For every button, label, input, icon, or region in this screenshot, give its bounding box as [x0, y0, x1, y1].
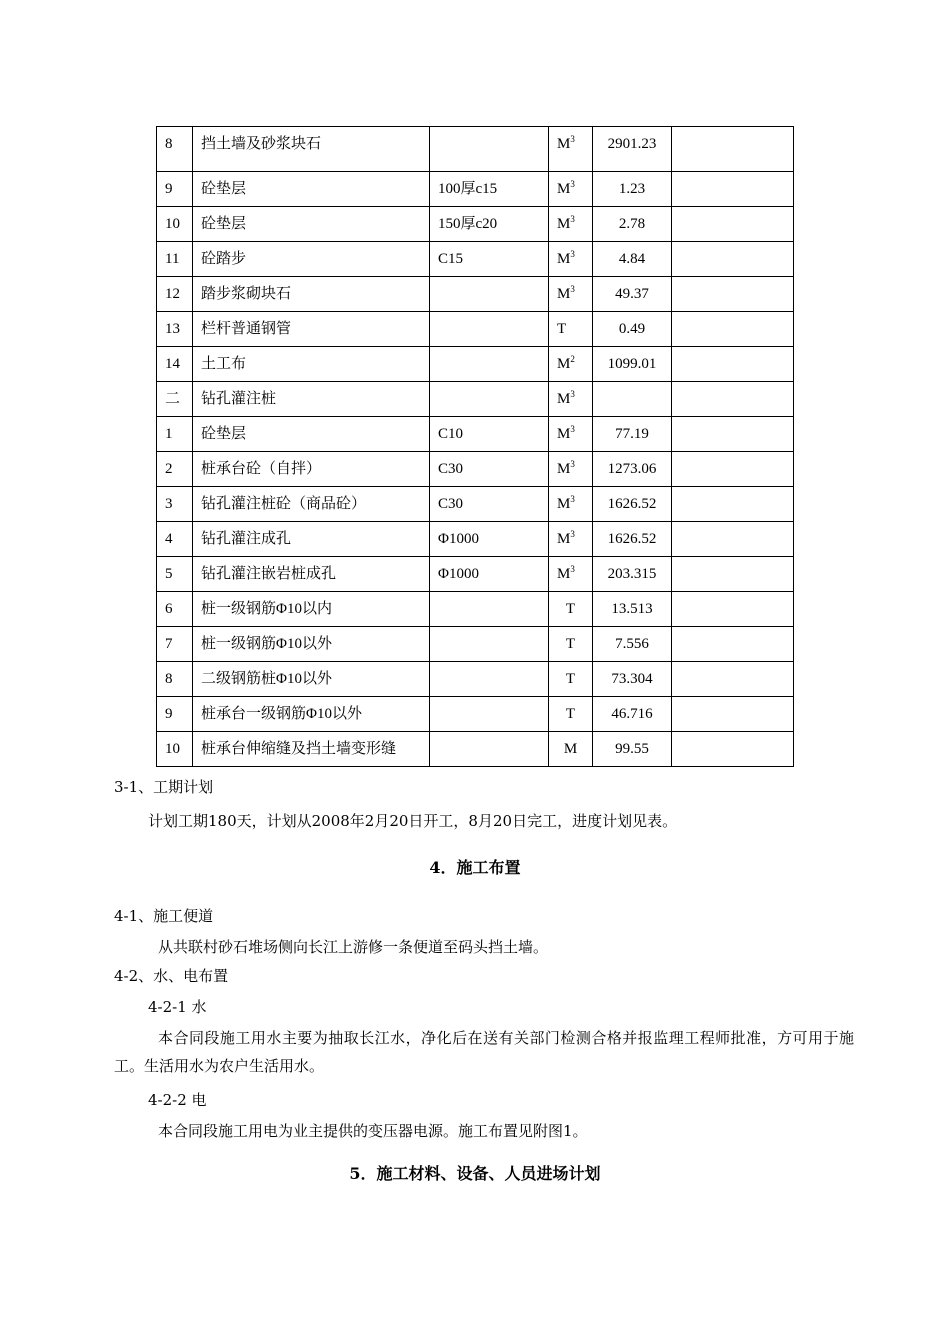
item-remark-cell — [672, 207, 794, 242]
item-unit: M — [557, 461, 571, 477]
section-4-1-title: 4-1、施工便道 — [114, 907, 214, 925]
item-quantity: 46.716 — [611, 706, 653, 722]
item-name: 桩一级钢筋Φ10以外 — [201, 636, 332, 652]
quantity-table — [156, 126, 794, 767]
row-number: 5 — [165, 566, 173, 582]
table-row — [157, 627, 794, 662]
unit-exponent: 3 — [570, 284, 575, 294]
section-4-2-2-text: 本合同段施工用电为业主提供的变压器电源。施工布置见附图1。 — [158, 1122, 588, 1140]
item-name-cell — [193, 207, 430, 242]
item-name: 挡土墙及砂浆块石 — [201, 136, 322, 152]
item-unit: M — [557, 251, 571, 267]
item-remark-cell — [672, 487, 794, 522]
item-quantity: 7.556 — [615, 636, 649, 652]
item-spec: Φ1000 — [438, 566, 479, 582]
row-number: 10 — [165, 741, 180, 757]
item-spec: C30 — [438, 461, 464, 477]
item-unit-cell — [549, 662, 593, 697]
item-spec: 100厚c15 — [438, 181, 498, 197]
item-spec-cell — [430, 127, 549, 172]
row-number-cell — [157, 487, 193, 522]
row-number: 9 — [165, 706, 173, 722]
item-unit: M — [557, 496, 571, 512]
item-unit: M — [557, 356, 571, 372]
heading-5: 5．施工材料、设备、人员进场计划 — [349, 1164, 601, 1183]
table-row — [157, 452, 794, 487]
item-quantity-cell — [593, 382, 672, 417]
table-row — [157, 347, 794, 382]
item-spec-cell — [430, 452, 549, 487]
item-quantity-cell — [593, 127, 672, 172]
item-unit-cell — [549, 557, 593, 592]
item-name: 桩一级钢筋Φ10以内 — [201, 601, 332, 617]
item-unit: M — [563, 741, 578, 757]
section-4-2-1-text: 本合同段施工用水主要为抽取长江水，净化后在送有关部门检测合格并报监理工程师批准，方可用于施工。生活用水为农户生活用水。 — [114, 1029, 854, 1075]
row-number: 3 — [165, 496, 173, 512]
heading-4: 4．施工布置 — [429, 858, 521, 877]
row-number: 8 — [165, 671, 173, 687]
table-row — [157, 732, 794, 767]
item-name-cell — [193, 127, 430, 172]
item-spec-cell — [430, 697, 549, 732]
item-quantity-cell — [593, 277, 672, 312]
section-3-1-text: 计划工期180天，计划从2008年2月20日开工，8月20日完工，进度计划见表。 — [148, 812, 678, 830]
item-quantity: 1626.52 — [607, 496, 657, 512]
item-unit: M — [557, 391, 571, 407]
table-row — [157, 242, 794, 277]
row-number-cell — [157, 557, 193, 592]
item-unit-cell — [549, 487, 593, 522]
item-quantity: 1099.01 — [607, 356, 657, 372]
row-number-cell — [157, 662, 193, 697]
item-unit-cell — [549, 347, 593, 382]
item-name: 钻孔灌注嵌岩桩成孔 — [201, 566, 337, 582]
item-quantity: 1273.06 — [607, 461, 657, 477]
item-spec-cell — [430, 592, 549, 627]
item-name-cell — [193, 382, 430, 417]
item-name-cell — [193, 662, 430, 697]
unit-exponent: 3 — [570, 214, 575, 224]
item-spec-cell — [430, 627, 549, 662]
item-quantity-cell — [593, 417, 672, 452]
item-spec-cell — [430, 172, 549, 207]
item-quantity: 1.23 — [618, 181, 646, 197]
row-number-cell — [157, 452, 193, 487]
item-quantity-cell — [593, 697, 672, 732]
item-spec: C30 — [438, 496, 464, 512]
item-spec-cell — [430, 312, 549, 347]
item-unit-cell — [549, 242, 593, 277]
row-number-cell — [157, 347, 193, 382]
section-4-2-1-title: 4-2-1 水 — [148, 998, 207, 1016]
row-number: 11 — [165, 251, 180, 267]
item-name-cell — [193, 277, 430, 312]
item-remark-cell — [672, 347, 794, 382]
item-quantity-cell — [593, 452, 672, 487]
item-spec-cell — [430, 417, 549, 452]
item-spec-cell — [430, 382, 549, 417]
item-quantity-cell — [593, 487, 672, 522]
item-unit-cell — [549, 277, 593, 312]
unit-exponent: 3 — [570, 424, 575, 434]
item-spec: C15 — [438, 251, 464, 267]
item-remark-cell — [672, 592, 794, 627]
row-number: 1 — [165, 426, 173, 442]
item-name-cell — [193, 417, 430, 452]
item-unit-cell — [549, 697, 593, 732]
table-row — [157, 417, 794, 452]
row-number: 9 — [165, 181, 173, 197]
item-quantity-cell — [593, 592, 672, 627]
row-number-cell — [157, 732, 193, 767]
item-unit: T — [557, 321, 567, 337]
item-name: 桩承台一级钢筋Φ10以外 — [201, 706, 362, 722]
row-number: 14 — [165, 356, 180, 372]
row-number: 10 — [165, 216, 180, 232]
item-remark-cell — [672, 382, 794, 417]
item-name-cell — [193, 347, 430, 382]
item-name-cell — [193, 522, 430, 557]
quantity-table-body — [157, 127, 794, 767]
item-unit-cell — [549, 127, 593, 172]
item-spec-cell — [430, 522, 549, 557]
item-remark-cell — [672, 127, 794, 172]
item-quantity-cell — [593, 522, 672, 557]
unit-exponent: 2 — [570, 354, 575, 364]
item-unit: T — [565, 671, 576, 687]
row-number: 13 — [165, 321, 180, 337]
item-remark-cell — [672, 627, 794, 662]
item-name: 砼踏步 — [201, 251, 247, 267]
row-number: 7 — [165, 636, 173, 652]
item-unit-cell — [549, 312, 593, 347]
item-quantity-cell — [593, 557, 672, 592]
item-spec-cell — [430, 557, 549, 592]
item-unit: M — [557, 216, 571, 232]
row-number-cell — [157, 382, 193, 417]
item-quantity: 77.19 — [615, 426, 649, 442]
row-number: 8 — [165, 136, 173, 152]
row-number-cell — [157, 417, 193, 452]
row-number-cell — [157, 127, 193, 172]
item-remark-cell — [672, 417, 794, 452]
item-name: 桩承台砼（自拌） — [201, 461, 322, 477]
row-number: 二 — [165, 391, 181, 407]
row-number: 6 — [165, 601, 173, 617]
table-row — [157, 662, 794, 697]
item-remark-cell — [672, 697, 794, 732]
item-spec-cell — [430, 242, 549, 277]
item-remark-cell — [672, 172, 794, 207]
item-quantity: 0.49 — [618, 321, 646, 337]
item-quantity-cell — [593, 347, 672, 382]
item-unit-cell — [549, 452, 593, 487]
item-quantity-cell — [593, 207, 672, 242]
section-4-2-2-title: 4-2-2 电 — [148, 1091, 207, 1109]
row-number-cell — [157, 242, 193, 277]
table-row — [157, 382, 794, 417]
item-name-cell — [193, 452, 430, 487]
row-number-cell — [157, 172, 193, 207]
unit-exponent: 3 — [570, 459, 575, 469]
item-remark-cell — [672, 732, 794, 767]
item-unit-cell — [549, 172, 593, 207]
item-spec-cell — [430, 662, 549, 697]
item-name: 土工布 — [201, 356, 247, 372]
item-quantity-cell — [593, 662, 672, 697]
item-unit-cell — [549, 592, 593, 627]
section-3-1-title: 3-1、工期计划 — [114, 778, 214, 796]
unit-exponent: 3 — [570, 249, 575, 259]
item-name-cell — [193, 557, 430, 592]
item-name: 砼垫层 — [201, 216, 247, 232]
item-unit-cell — [549, 732, 593, 767]
item-spec-cell — [430, 207, 549, 242]
item-remark-cell — [672, 452, 794, 487]
item-unit-cell — [549, 207, 593, 242]
table-row — [157, 127, 794, 172]
item-quantity: 99.55 — [615, 741, 649, 757]
row-number-cell — [157, 207, 193, 242]
row-number: 2 — [165, 461, 173, 477]
item-name: 钻孔灌注成孔 — [201, 531, 292, 547]
item-name: 二级钢筋桩Φ10以外 — [201, 671, 332, 687]
item-quantity: 49.37 — [615, 286, 649, 302]
item-name: 砼垫层 — [201, 181, 247, 197]
item-name: 踏步浆砌块石 — [201, 286, 292, 302]
item-remark-cell — [672, 557, 794, 592]
item-unit: M — [557, 136, 571, 152]
item-unit-cell — [549, 627, 593, 662]
table-row — [157, 697, 794, 732]
item-name-cell — [193, 312, 430, 347]
item-quantity-cell — [593, 242, 672, 277]
section-4-1-text: 从共联村砂石堆场侧向长江上游修一条便道至码头挡土墙。 — [158, 938, 549, 956]
item-spec-cell — [430, 487, 549, 522]
item-remark-cell — [672, 522, 794, 557]
item-spec: Φ1000 — [438, 531, 479, 547]
item-unit: T — [565, 706, 576, 722]
unit-exponent: 3 — [570, 564, 575, 574]
item-name: 桩承台伸缩缝及挡土墙变形缝 — [201, 741, 397, 757]
item-name-cell — [193, 172, 430, 207]
item-spec: C10 — [438, 426, 464, 442]
table-row — [157, 277, 794, 312]
row-number-cell — [157, 627, 193, 662]
row-number-cell — [157, 312, 193, 347]
section-4-2-title: 4-2、水、电布置 — [114, 967, 229, 985]
item-quantity: 203.315 — [607, 566, 657, 582]
item-quantity-cell — [593, 172, 672, 207]
item-quantity-cell — [593, 732, 672, 767]
row-number: 4 — [165, 531, 173, 547]
unit-exponent: 3 — [570, 134, 575, 144]
table-row — [157, 172, 794, 207]
row-number-cell — [157, 277, 193, 312]
item-unit-cell — [549, 522, 593, 557]
item-name: 钻孔灌注桩砼（商品砼） — [201, 496, 367, 512]
table-row — [157, 487, 794, 522]
item-name-cell — [193, 242, 430, 277]
row-number-cell — [157, 697, 193, 732]
item-quantity: 13.513 — [611, 601, 653, 617]
item-quantity-cell — [593, 627, 672, 662]
table-row — [157, 312, 794, 347]
item-name-cell — [193, 627, 430, 662]
table-row — [157, 557, 794, 592]
item-name: 砼垫层 — [201, 426, 247, 442]
item-remark-cell — [672, 312, 794, 347]
item-name: 栏杆普通钢管 — [201, 321, 292, 337]
item-unit: T — [565, 636, 576, 652]
item-unit: M — [557, 286, 571, 302]
item-remark-cell — [672, 242, 794, 277]
item-unit-cell — [549, 417, 593, 452]
unit-exponent: 3 — [570, 529, 575, 539]
unit-exponent: 3 — [570, 389, 575, 399]
item-quantity-cell — [593, 312, 672, 347]
unit-exponent: 3 — [570, 179, 575, 189]
item-unit: M — [557, 531, 571, 547]
item-quantity: 2901.23 — [607, 136, 657, 152]
item-name-cell — [193, 732, 430, 767]
item-quantity: 73.304 — [611, 671, 653, 687]
item-name-cell — [193, 697, 430, 732]
item-unit: M — [557, 426, 571, 442]
unit-exponent: 3 — [570, 494, 575, 504]
item-remark-cell — [672, 662, 794, 697]
item-unit: M — [557, 181, 571, 197]
item-name: 钻孔灌注桩 — [201, 391, 277, 407]
item-name-cell — [193, 487, 430, 522]
item-unit: T — [565, 601, 576, 617]
row-number-cell — [157, 522, 193, 557]
item-quantity: 2.78 — [618, 216, 646, 232]
item-spec-cell — [430, 277, 549, 312]
item-quantity: 1626.52 — [607, 531, 657, 547]
table-row — [157, 592, 794, 627]
table-row — [157, 207, 794, 242]
item-unit-cell — [549, 382, 593, 417]
item-remark-cell — [672, 277, 794, 312]
item-spec: 150厚c20 — [438, 216, 498, 232]
item-name-cell — [193, 592, 430, 627]
item-quantity: 4.84 — [618, 251, 646, 267]
item-unit: M — [557, 566, 571, 582]
row-number: 12 — [165, 286, 180, 302]
row-number-cell — [157, 592, 193, 627]
item-spec-cell — [430, 732, 549, 767]
item-spec-cell — [430, 347, 549, 382]
table-row — [157, 522, 794, 557]
